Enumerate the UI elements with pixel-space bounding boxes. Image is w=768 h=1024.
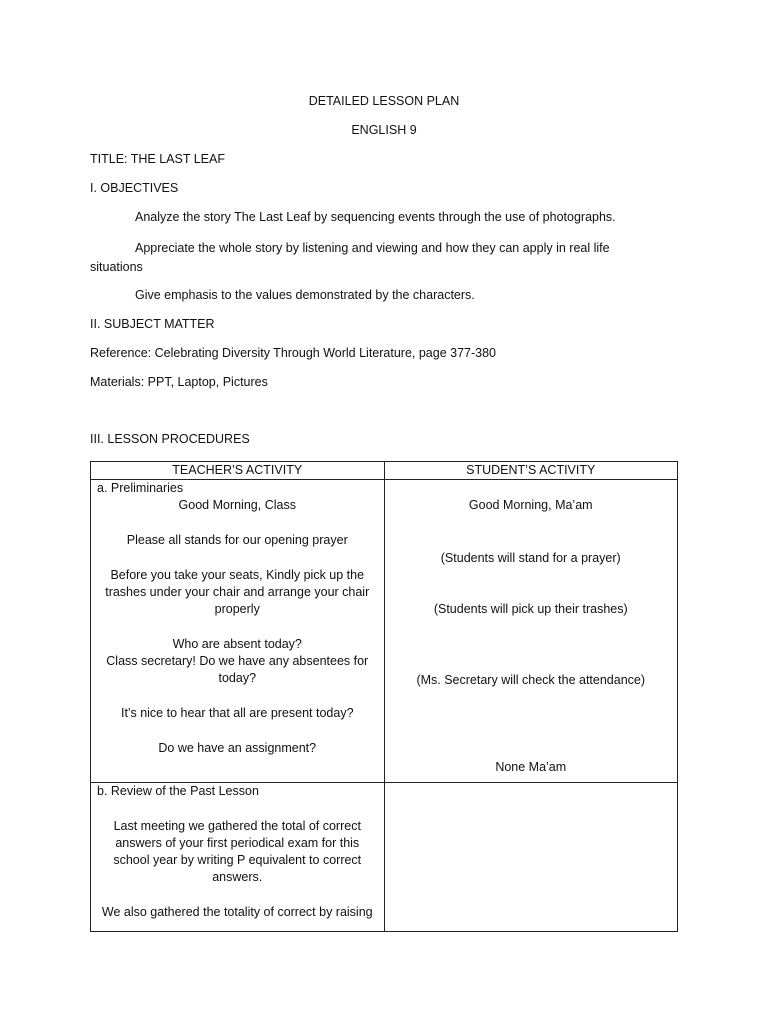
teacher-line: trashes under your chair and arrange your chair	[105, 585, 370, 599]
preliminaries-label: a. Preliminaries	[97, 481, 184, 495]
objective-1: Analyze the story The Last Leaf by sequencing events through the use of photographs.	[135, 210, 616, 224]
table-row	[91, 783, 678, 932]
student-line: (Students will stand for a prayer)	[440, 551, 621, 565]
subject-matter-heading: II. SUBJECT MATTER	[90, 317, 215, 331]
teacher-line: Please all stands for our opening prayer	[126, 533, 348, 547]
lesson-title: TITLE: THE LAST LEAF	[90, 152, 225, 166]
teacher-line: school year by writing P equivalent to correct	[113, 853, 362, 867]
teacher-line: Last meeting we gathered the total of correct	[113, 819, 361, 833]
reference-line: Reference: Celebrating Diversity Through World Literature, page 377-380	[90, 346, 497, 360]
teacher-line: today?	[218, 671, 257, 685]
objectives-heading: I. OBJECTIVES	[90, 181, 179, 195]
student-line: (Ms. Secretary will check the attendance)	[416, 673, 646, 687]
teacher-line: answers of your first periodical exam for this	[115, 836, 360, 850]
teacher-line: properly	[214, 602, 260, 616]
student-line: None Ma’am	[495, 760, 567, 774]
student-review-cell	[384, 783, 678, 932]
objective-3: Give emphasis to the values demonstrated by the characters.	[135, 288, 475, 302]
teacher-line: Good Morning, Class	[178, 498, 296, 512]
teacher-line: answers.	[212, 870, 263, 884]
teacher-review-cell	[91, 783, 385, 932]
teacher-line: Before you take your seats, Kindly pick up the	[110, 568, 365, 582]
teacher-line: Do we have an assignment?	[158, 741, 317, 755]
teacher-line: Class secretary! Do we have any absentees for	[106, 654, 369, 668]
teacher-preliminaries-cell	[91, 480, 385, 783]
review-label: b. Review of the Past Lesson	[97, 784, 259, 798]
teacher-line: It’s nice to hear that all are present today?	[120, 706, 354, 720]
procedures-heading: III. LESSON PROCEDURES	[90, 432, 250, 446]
objective-2: Appreciate the whole story by listening and viewing and how they can apply in real life situations	[90, 241, 610, 274]
student-line: Good Morning, Ma’am	[468, 498, 593, 512]
document-title: DETAILED LESSON PLAN	[308, 94, 460, 108]
teacher-line: We also gathered the totality of correct by raising	[101, 905, 373, 919]
teacher-line: Who are absent today?	[172, 637, 302, 651]
procedures-table	[90, 461, 678, 932]
student-activity-header: STUDENT’S ACTIVITY	[384, 462, 678, 480]
table-header-row	[91, 462, 678, 480]
materials-line: Materials: PPT, Laptop, Pictures	[90, 375, 268, 389]
document-subject: ENGLISH 9	[351, 123, 417, 137]
teacher-activity-header: TEACHER’S ACTIVITY	[91, 462, 385, 480]
table-row	[91, 480, 678, 783]
student-line: (Students will pick up their trashes)	[433, 602, 628, 616]
student-preliminaries-cell	[384, 480, 678, 783]
